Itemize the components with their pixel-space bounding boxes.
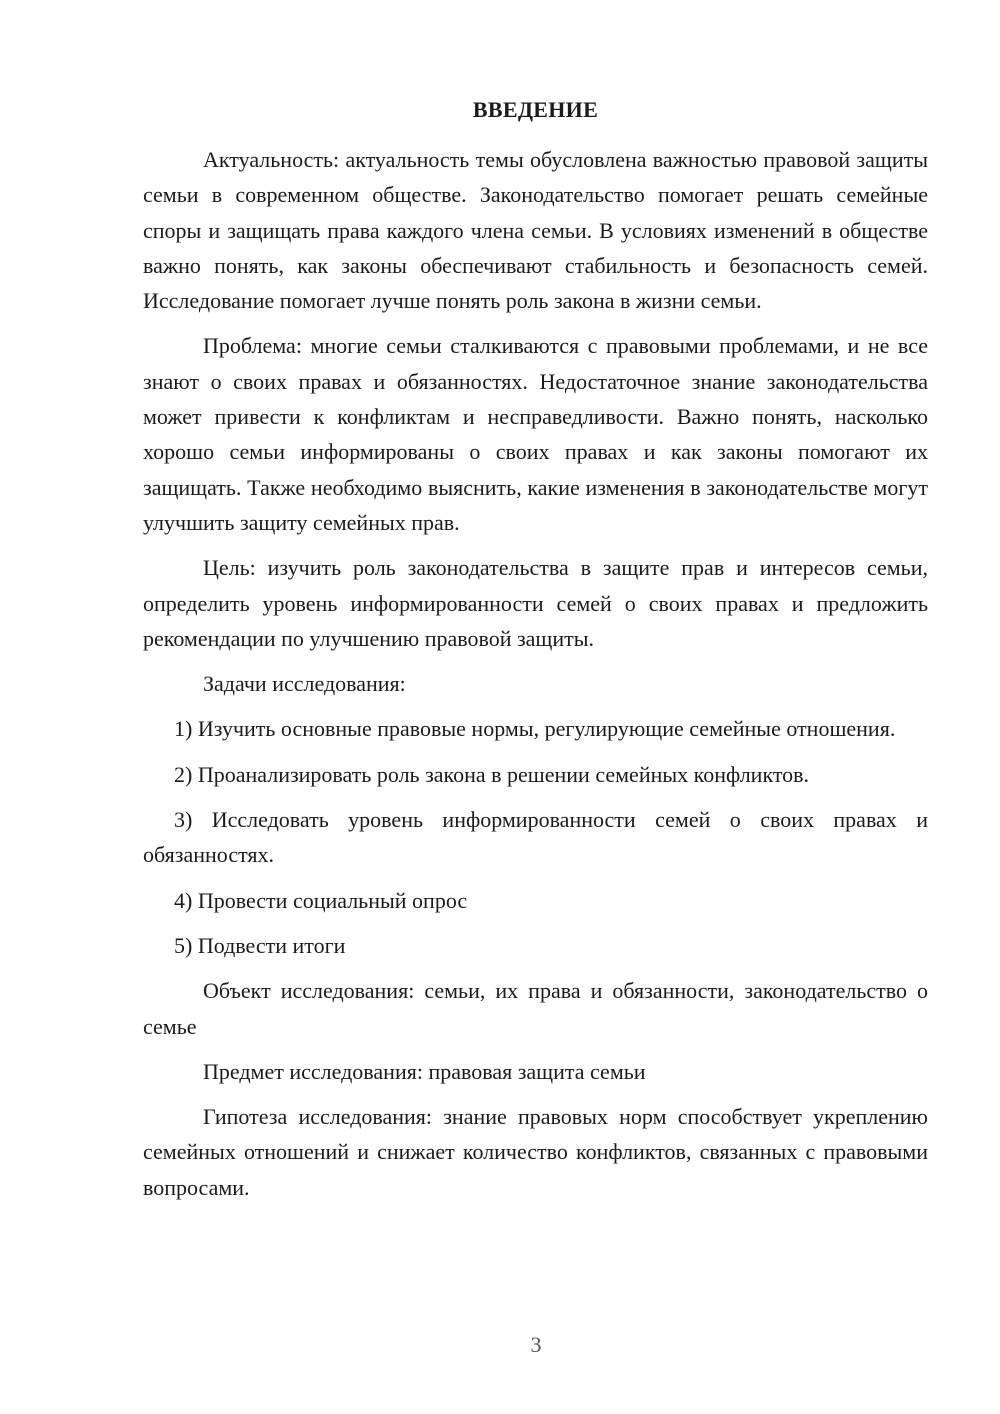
subject-paragraph: Предмет исследования: правовая защита семьи <box>203 1058 646 1084</box>
task-item-2: 2) Проанализировать роль закона в решении семейных конфликтов. <box>174 761 810 787</box>
hypothesis-paragraph: Гипотеза исследования: знание правовых норм способствует укреплению семейных отношений и снижает количество конфликтов, связанных с правовыми вопросами. <box>143 1104 928 1200</box>
task-item-5: 5) Подвести итоги <box>174 932 346 958</box>
section-title: ВВЕДЕНИЕ <box>472 97 599 122</box>
task-item-4: 4) Провести социальный опрос <box>174 887 468 913</box>
tasks-heading: Задачи исследования: <box>203 671 406 697</box>
goal-paragraph: Цель: изучить роль законодательства в защите прав и интересов семьи, определить уровень информированности семей о своих правах и предложить рекомендации по улучшению правовой защиты. <box>143 555 928 651</box>
page-number: 3 <box>530 1332 542 1357</box>
task-item-1: 1) Изучить основные правовые нормы, регулирующие семейные отношения. <box>174 716 896 742</box>
object-paragraph: Объект исследования: семьи, их права и обязанности, законодательство о семье <box>143 978 928 1039</box>
problem-paragraph: Проблема: многие семьи сталкиваются с правовыми проблемами, и не все знают о своих правах и обязанностях. Недостаточное знание законодательства может привести к конфликтам и несправедливости. Важно понять, насколько хорошо семьи информированы о своих правах и как законы помогают их защищать. Также необходимо выяснить, какие изменения в законодательстве могут улучшить защиту семейных прав. <box>143 333 928 535</box>
page-content <box>143 92 928 1215</box>
relevance-paragraph: Актуальность: актуальность темы обусловлена важностью правовой защиты семьи в современном обществе. Законодательство помогает решать семейные споры и защищать права каждого члена семьи. В условиях изменений в обществе важно понять, как законы обеспечивают стабильность и безопасность семей. Исследование помогает лучше понять роль закона в жизни семьи. <box>143 147 928 314</box>
task-item-3: 3) Исследовать уровень информированности семей о своих правах и обязанностях. <box>143 807 928 868</box>
